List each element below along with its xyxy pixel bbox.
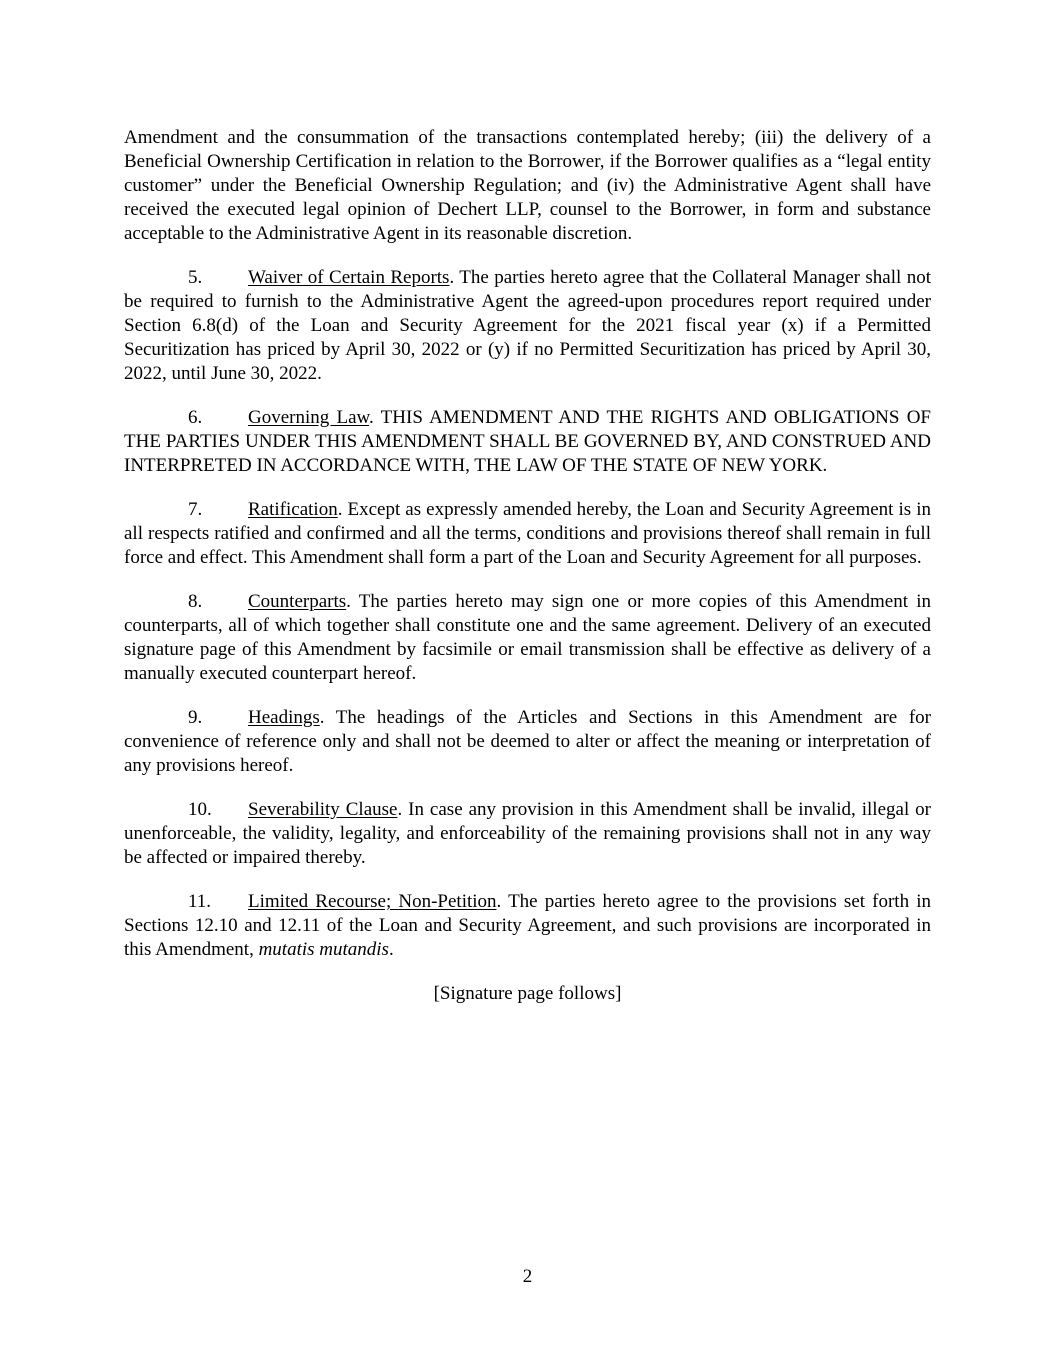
section-number: 9. <box>188 707 203 728</box>
section-8-paragraph <box>124 590 931 686</box>
section-text: . THIS AMENDMENT AND THE RIGHTS AND OBLIGATIONS OF THE PARTIES UNDER THIS AMENDMENT SHALL BE GOVERNED BY, AND CONSTRUED AND INTERPRETED IN ACCORDANCE WITH, THE LAW OF THE STATE OF NEW YORK. <box>124 407 931 476</box>
latin-phrase: mutatis mutandis <box>258 939 389 960</box>
section-9-paragraph <box>124 706 931 778</box>
section-text: . Except as expressly amended hereby, the Loan and Security Agreement is in all respects ratified and confirmed and all the terms, conditions and provisions thereof shall remain in full force and effect. This Amendment shall form a part of the Loan and Security Agreement for all purposes. <box>124 499 931 568</box>
section-10-paragraph <box>124 798 931 870</box>
intro-paragraph: Amendment and the consummation of the transactions contemplated hereby; (iii) the delivery of a Beneficial Ownership Certification in relation to the Borrower, if the Borrower qualifies as a “legal entity customer” under the Beneficial Ownership Regulation; and (iv) the Administrative Agent shall have received the executed legal opinion of Dechert LLP, counsel to the Borrower, in form and substance acceptable to the Administrative Agent in its reasonable discretion. <box>124 127 931 244</box>
section-number: 5. <box>188 267 203 288</box>
document-body <box>124 126 931 1026</box>
signature-note: [Signature page follows] <box>433 983 622 1004</box>
section-number: 10. <box>188 799 212 820</box>
section-heading: Ratification <box>248 499 338 520</box>
section-heading: Severability Clause <box>248 799 398 820</box>
section-heading: Governing Law <box>248 407 370 428</box>
section-text: . The parties hereto may sign one or more copies of this Amendment in counterparts, all of which together shall constitute one and the same agreement. Delivery of an executed signature page of this Amendment by facsimile or email transmission shall be effective as delivery of a manually executed counterpart hereof. <box>124 591 931 684</box>
section-heading: Limited Recourse; Non-Petition <box>248 891 497 912</box>
section-5-paragraph <box>124 266 931 386</box>
section-text: . The headings of the Articles and Sections in this Amendment are for convenience of reference only and shall not be deemed to alter or affect the meaning or interpretation of any provisions hereof. <box>124 707 931 776</box>
section-7-paragraph <box>124 498 931 570</box>
section-text: . In case any provision in this Amendment shall be invalid, illegal or unenforceable, the validity, legality, and enforceability of the remaining provisions shall not in any way be affected or impaired thereby. <box>124 799 931 868</box>
section-heading: Headings <box>248 707 320 728</box>
section-number: 7. <box>188 499 203 520</box>
section-number: 6. <box>188 407 203 428</box>
section-text-tail: . <box>388 939 394 960</box>
section-6-paragraph <box>124 406 931 478</box>
section-text: . The parties hereto agree that the Collateral Manager shall not be required to furnish to the Administrative Agent the agreed-upon procedures report required under Section 6.8(d) of the Loan and Security Agreement for the 2021 fiscal year (x) if a Permitted Securitization has priced by April 30, 2022 or (y) if no Permitted Securitization has priced by April 30, 2022, until June 30, 2022. <box>124 267 931 384</box>
section-number: 8. <box>188 591 203 612</box>
section-heading: Waiver of Certain Reports <box>248 267 450 288</box>
section-11-paragraph <box>124 890 931 962</box>
section-heading: Counterparts <box>248 591 347 612</box>
section-text: . The parties hereto agree to the provisions set forth in Sections 12.10 and 12.11 of the Loan and Security Agreement, and such provisions are incorporated in this Amendment, <box>124 891 931 960</box>
page-number: 2 <box>522 1266 533 1287</box>
section-number: 11. <box>188 891 212 912</box>
